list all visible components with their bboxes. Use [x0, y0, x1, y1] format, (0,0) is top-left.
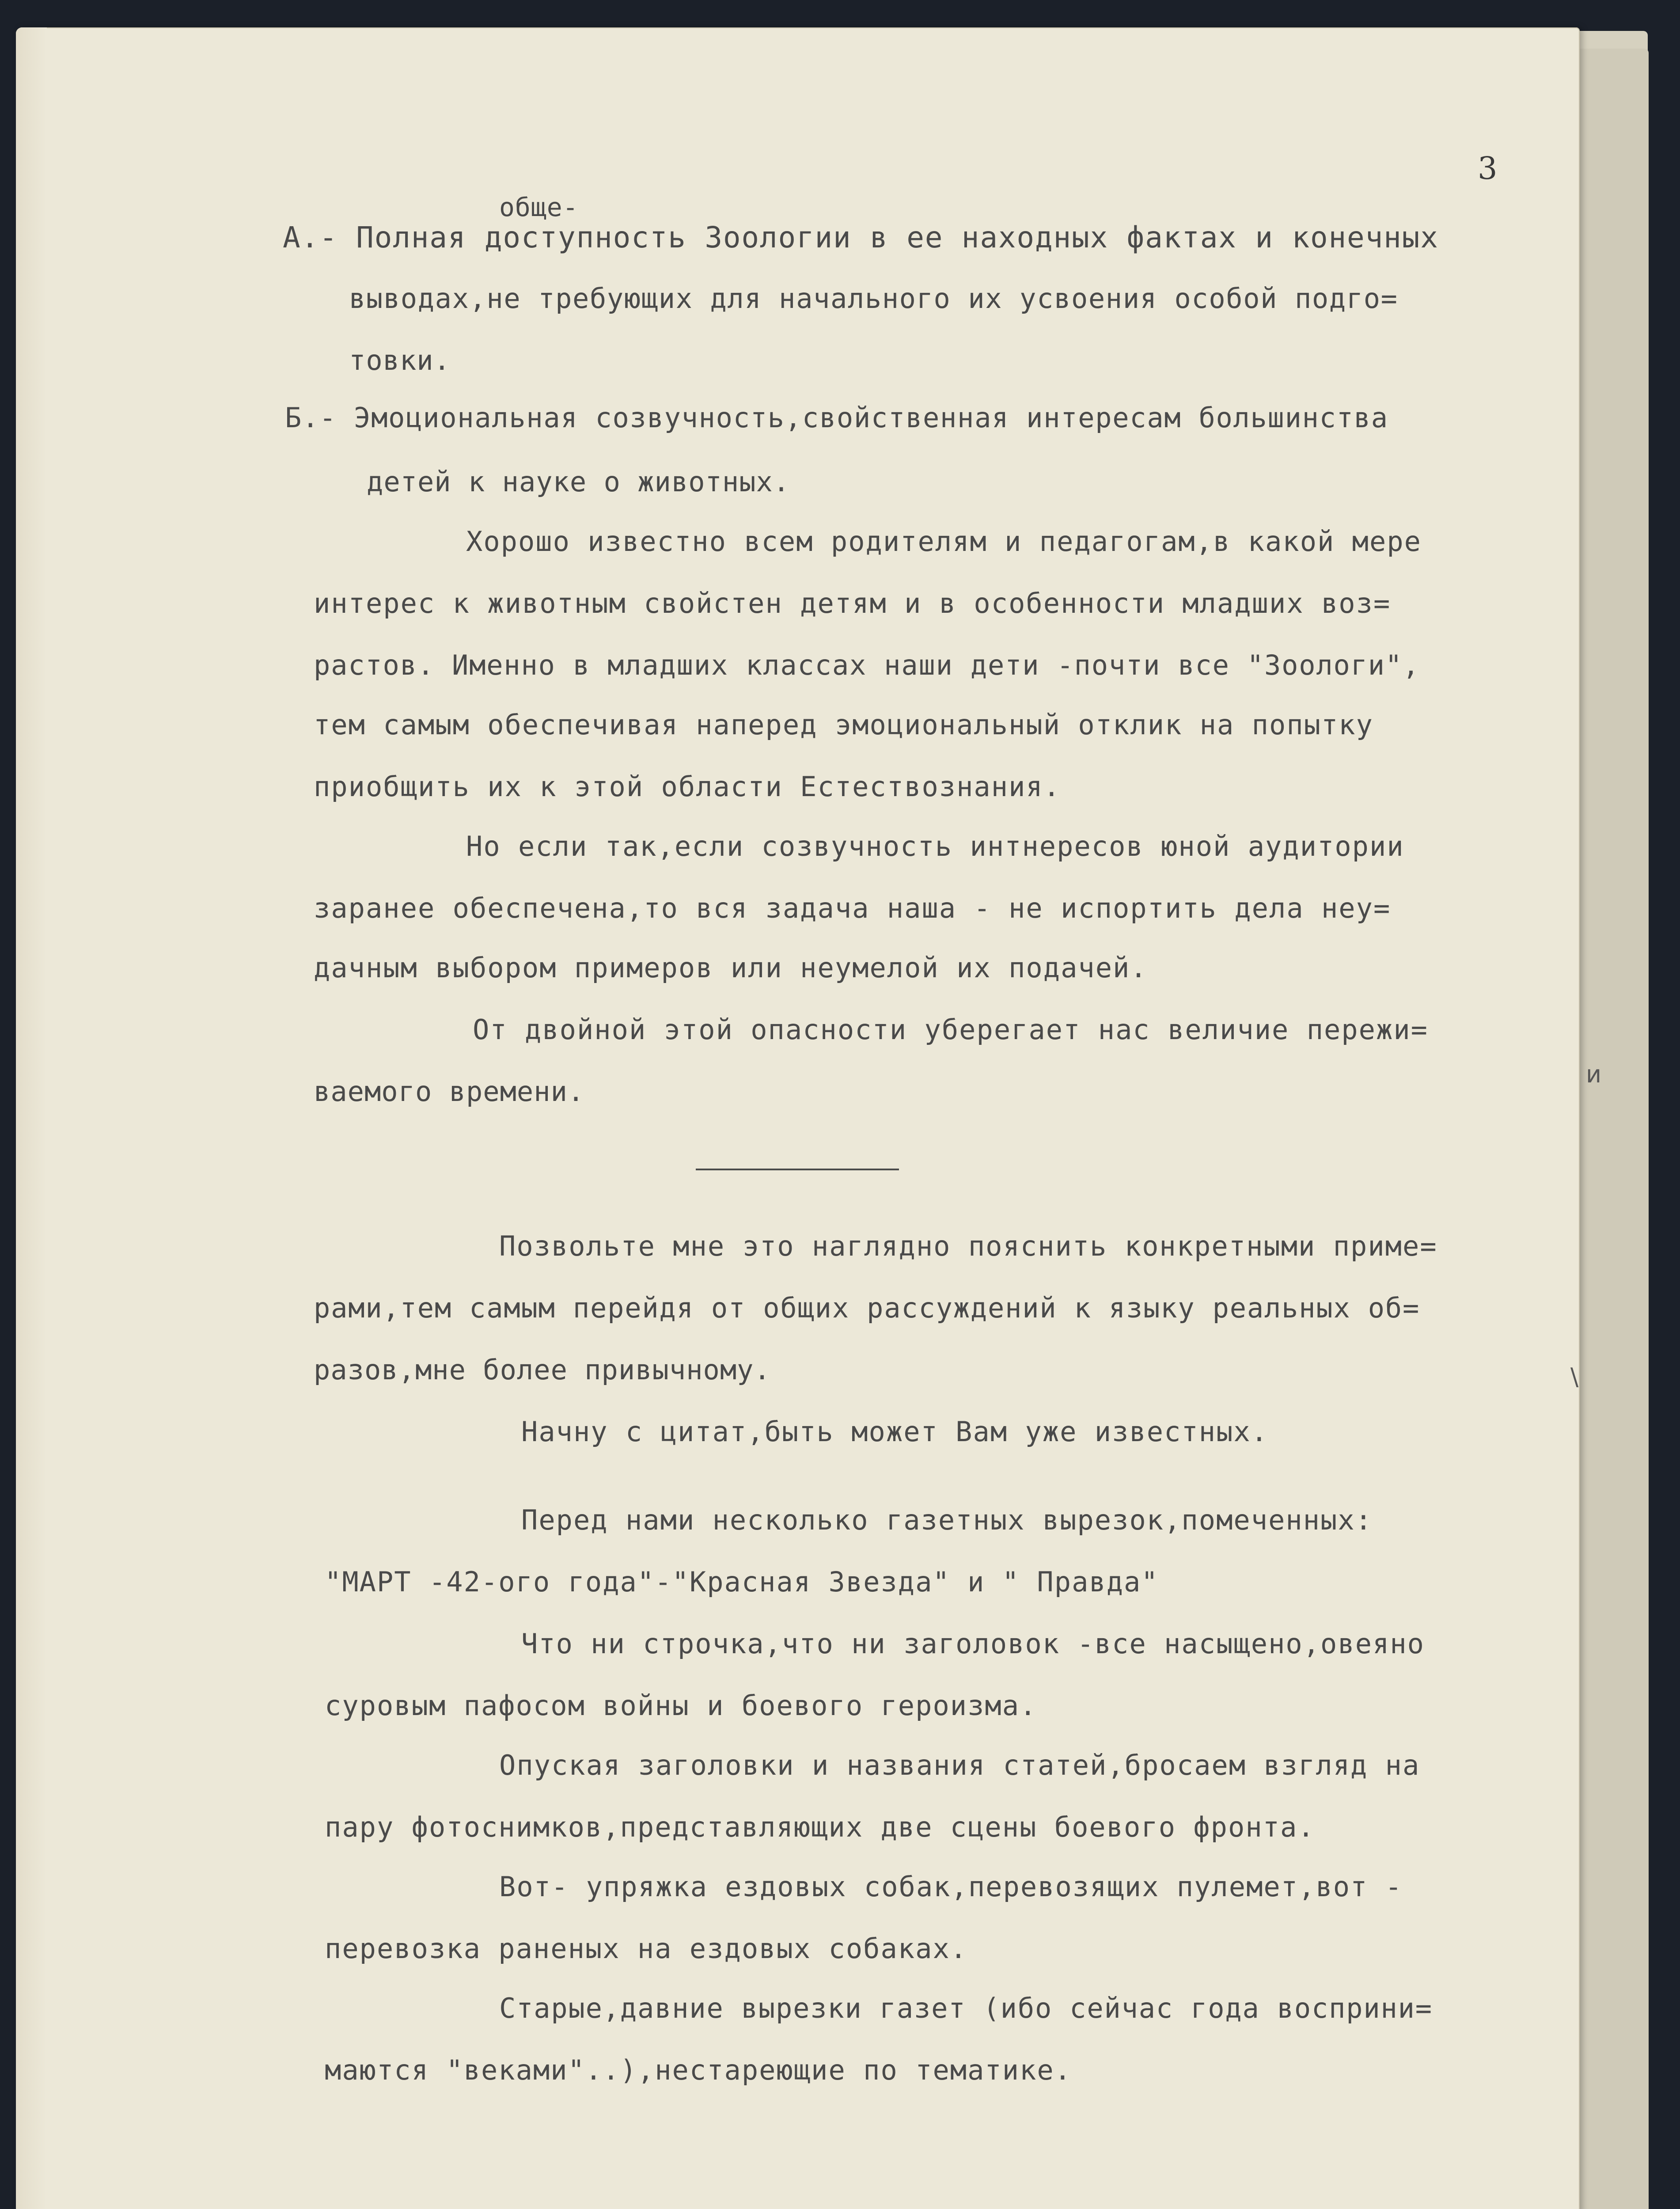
margin-mark: \ — [1570, 1363, 1579, 1391]
text-line: Перед нами несколько газетных вырезок,помеченных: — [521, 1504, 1373, 1536]
text-line: От двойной этой опасности уберегает нас величие пережи= — [473, 1013, 1428, 1046]
text-line: Хорошо известно всем родителям и педагогам,в какой мере — [466, 525, 1422, 558]
text-line: разов,мне более привычному. — [314, 1354, 771, 1386]
text-line: А.- Полная доступность Зоологии в ее находных фактах и конечных — [283, 220, 1439, 254]
text-line: суровым пафосом войны и боевого героизма. — [325, 1689, 1037, 1722]
text-line: дачным выбором примеров или неумелой их подачей. — [314, 952, 1148, 984]
text-line: Опуская заголовки и названия статей,бросаем взгляд на — [499, 1749, 1420, 1781]
text-line: заранее обеспечена,то вся задача наша - не испортить дела неу= — [314, 892, 1391, 924]
margin-mark: и — [1586, 1060, 1602, 1088]
text-line: обще- — [499, 192, 579, 222]
text-line: детей к науке о животных. — [367, 466, 790, 498]
text-line: тем самым обеспечивая наперед эмоциональный отклик на попытку — [314, 709, 1373, 741]
text-line: приобщить их к этой области Естествознания. — [314, 770, 1061, 803]
text-line: пару фотоснимков,представляющих две сцены боевого фронта. — [325, 1811, 1315, 1843]
text-line: растов. Именно в младших классах наши дети -почти все "Зоологи", — [314, 649, 1420, 681]
text-line: интерес к животным свойстен детям и в особенности младших воз= — [314, 587, 1391, 619]
text-line: Б.- Эмоциональная созвучность,свойственная интересам большинства — [285, 402, 1388, 434]
text-line: рами,тем самым перейдя от общих рассуждений к языку реальных об= — [314, 1292, 1420, 1324]
text-line: маются "веками"..),нестареющие по тематике. — [325, 2054, 1072, 2086]
text-line: перевозка раненых на ездовых собаках. — [325, 1932, 968, 1965]
text-line: товки. — [349, 344, 451, 376]
text-line: Вот- упряжка ездовых собак,перевозящих пулемет,вот - — [499, 1871, 1403, 1903]
text-line: "МАРТ -42-ого года"-"Красная Звезда" и " Правда" — [325, 1566, 1159, 1598]
section-divider — [696, 1169, 899, 1170]
text-line: Старые,давние вырезки газет (ибо сейчас года восприни= — [499, 1992, 1433, 2024]
text-line: Но если так,если созвучность интнересов юной аудитории — [466, 830, 1404, 862]
text-line: Позвольте мне это наглядно пояснить конкретными приме= — [499, 1230, 1437, 1262]
text-line: Начну с цитат,быть может Вам уже известных. — [521, 1416, 1269, 1448]
binding-edge — [16, 27, 47, 2209]
page-number: 3 — [1478, 150, 1498, 186]
text-line: выводах,не требующих для начального их усвоения особой подго= — [349, 282, 1398, 315]
text-line: ваемого времени. — [314, 1075, 585, 1108]
text-line: Что ни строчка,что ни заголовок -все насыщено,овеяно — [521, 1628, 1425, 1660]
